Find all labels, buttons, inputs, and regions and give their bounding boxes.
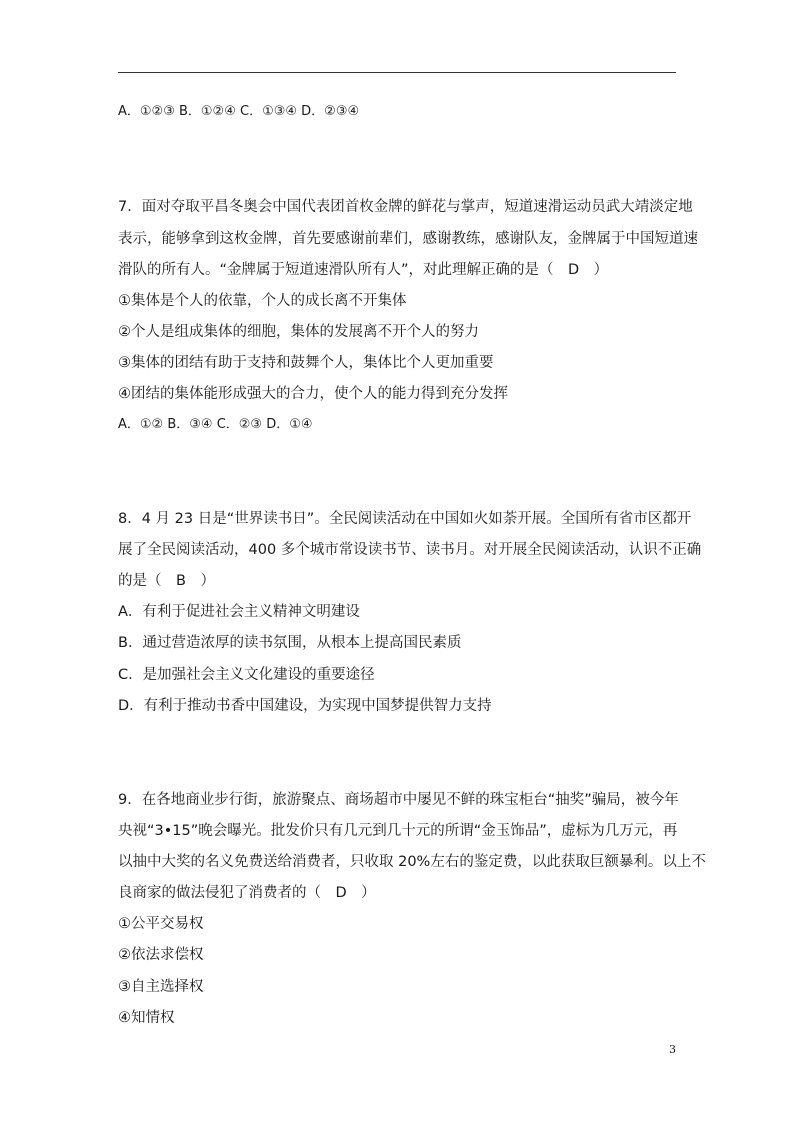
q7-stem-line2: 表示，能够拿到这枚金牌，首先要感谢前辈们，感谢教练，感谢队友，金牌属于中国短道速 (118, 231, 698, 247)
q7-item-2: ②个人是组成集体的细胞，集体的发展离不开个人的努力 (118, 324, 479, 340)
q9-item-2: ②依法求偿权 (118, 947, 204, 963)
q9-item-1: ①公平交易权 (118, 916, 204, 932)
q9-stem-line1: 9．在各地商业步行街，旅游聚点、商场超市中屡见不鲜的珠宝柜台“抽奖”骗局，被今年 (118, 792, 679, 808)
q8-option-a: A．有利于促进社会主义精神文明建设 (118, 604, 360, 620)
page-number: 3 (669, 1043, 676, 1056)
q7-options: A．①② B．③④ C．②③ D．①④ (118, 417, 313, 432)
q6-options: A．①②③ B．①②④ C．①③④ D．②③④ (118, 104, 360, 119)
q8-stem-line3: 的是（ B ） (118, 573, 215, 589)
q7-item-4: ④团结的集体能形成强大的合力，使个人的能力得到充分发挥 (118, 386, 508, 402)
q8-stem-line2: 展了全民阅读活动，400 多个城市常设读书节、读书月。对开展全民阅读活动，认识不正确 (118, 542, 702, 558)
q9-stem-line2: 央视“3•15”晚会曝光。批发价只有几元到几十元的所谓“金玉饰品”，虚标为几万元，再 (118, 823, 678, 839)
q9-stem-line3: 以抽中大奖的名义免费送给消费者，只收取 20%左右的鉴定费，以此获取巨额暴利。以上不 (118, 854, 706, 870)
q7-stem-line3: 滑队的所有人。“金牌属于短道速滑队所有人”，对此理解正确的是（ D ） (118, 262, 609, 278)
q7-item-1: ①集体是个人的依靠，个人的成长离不开集体 (118, 293, 407, 309)
q9-item-3: ③自主选择权 (118, 979, 204, 995)
q7-stem-line1: 7．面对夺取平昌冬奥会中国代表团首枚金牌的鲜花与掌声，短道速滑运动员武大靖淡定地 (118, 199, 693, 215)
q7-item-3: ③集体的团结有助于支持和鼓舞个人，集体比个人更加重要 (118, 355, 494, 371)
q9-item-4: ④知情权 (118, 1010, 175, 1026)
q8-option-c: C．是加强社会主义文化建设的重要途径 (118, 667, 375, 683)
header-rule (118, 72, 676, 73)
q8-stem-line1: 8．4 月 23 日是“世界读书日”。全民阅读活动在中国如火如荼开展。全国所有省市区都开 (118, 511, 692, 527)
q8-option-b: B．通过营造浓厚的读书氛围，从根本上提高国民素质 (118, 635, 462, 651)
q9-stem-line4: 良商家的做法侵犯了消费者的（ D ） (118, 885, 376, 901)
q8-option-d: D．有利于推动书香中国建设，为实现中国梦提供智力支持 (118, 698, 492, 714)
